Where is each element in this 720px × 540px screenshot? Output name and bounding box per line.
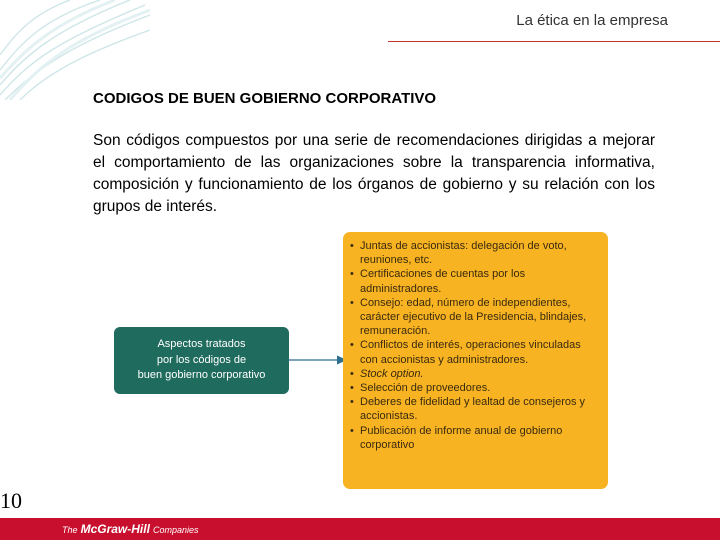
list-item: • Consejo: edad, número de independientes, carácter ejecutivo de la Presidencia, blindajes, remuneración. — [350, 296, 598, 339]
header-title: La ética en la empresa — [516, 12, 668, 29]
decorative-swirl-graphic — [0, 0, 150, 100]
slide-body-text: Son códigos compuestos por una serie de recomendaciones dirigidas a mejorar el comportamiento de las organizaciones sobre la transparencia informativa, composición y funcionamiento de los órganos de gobierno y su relación con los grupos de interés. — [93, 132, 655, 215]
aspects-list — [350, 239, 598, 452]
page-number: 10 — [0, 488, 22, 513]
list-item: • Conflictos de interés, operaciones vinculadas con accionistas y administradores. — [350, 338, 598, 366]
aspects-box-line: Aspectos tratados — [157, 338, 246, 351]
list-item: • Juntas de accionistas: delegación de voto, reuniones, etc. — [350, 239, 598, 267]
aspects-box-line: por los códigos de — [156, 353, 247, 366]
logo-companies: Companies — [153, 525, 199, 535]
list-item: • Publicación de informe anual de gobierno corporativo — [350, 424, 598, 452]
aspects-box — [114, 327, 289, 394]
footer-bar — [0, 518, 720, 540]
list-item: • Deberes de fidelidad y lealtad de consejeros y accionistas. — [350, 395, 598, 423]
logo-the: The — [62, 525, 78, 535]
connector-arrow — [289, 354, 347, 366]
header-divider — [388, 41, 720, 42]
slide-heading: CODIGOS DE BUEN GOBIERNO CORPORATIVO — [93, 90, 437, 107]
publisher-logo — [62, 522, 199, 536]
aspects-list-box — [343, 232, 608, 489]
list-item — [350, 367, 598, 381]
list-item: • Selección de proveedores. — [350, 381, 598, 395]
list-item-text: Stock option. — [360, 367, 424, 380]
list-item: • Certificaciones de cuentas por los administradores. — [350, 267, 598, 295]
aspects-box-line: buen gobierno corporativo — [137, 369, 266, 382]
logo-brand: McGraw-Hill — [80, 522, 150, 536]
